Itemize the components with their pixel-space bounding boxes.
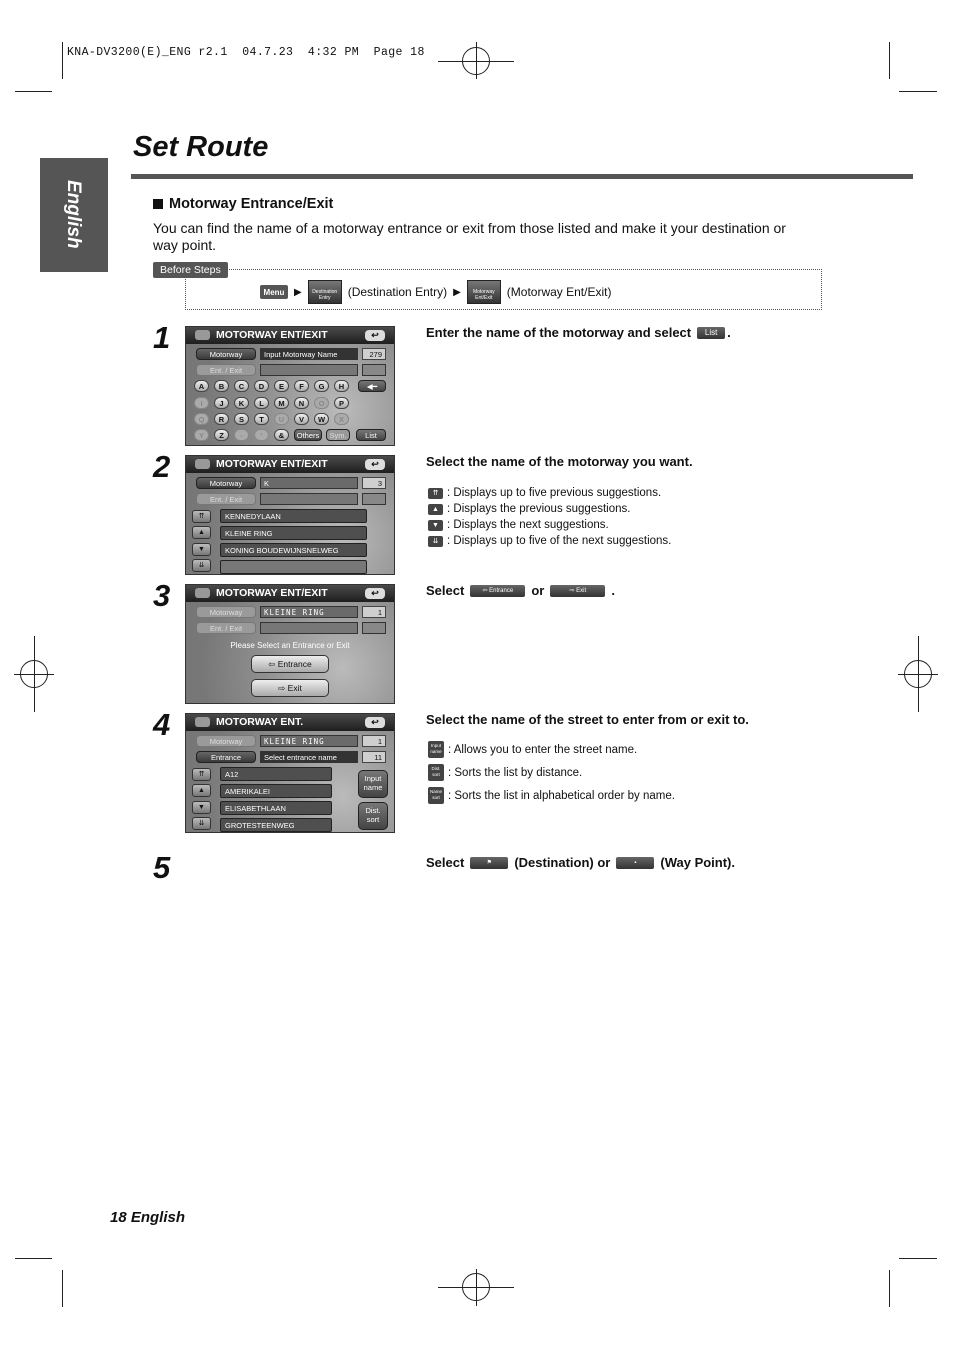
step-1-text: Enter the name of the motorway and select xyxy=(426,325,692,340)
screen-title: MOTORWAY ENT/EXIT xyxy=(216,458,328,470)
crop-mark xyxy=(899,1258,937,1259)
motorway-button[interactable]: Motorway xyxy=(196,348,256,360)
key-u[interactable]: U xyxy=(274,413,289,425)
crop-mark xyxy=(62,42,63,79)
key-d[interactable]: D xyxy=(254,380,269,392)
note-text: : Sorts the list in alphabetical order by name. xyxy=(448,789,675,802)
way-point-icon: ▪ xyxy=(634,859,637,866)
exit-icon: ⇨ xyxy=(278,683,288,693)
registration-line xyxy=(476,42,477,79)
entrance-icon: ⇦ xyxy=(268,659,278,669)
crop-mark xyxy=(889,42,890,79)
note-text: : Displays up to five of the next suggestions. xyxy=(447,535,672,547)
ent-exit-field xyxy=(260,364,358,376)
exit-button[interactable] xyxy=(550,585,605,597)
ent-exit-count xyxy=(362,622,386,634)
key-j[interactable]: J xyxy=(214,397,229,409)
step-5-instruction xyxy=(426,855,735,870)
back-icon[interactable]: ↩ xyxy=(365,588,385,599)
exit-icon: ⇨ xyxy=(569,587,577,594)
screen-title-bar xyxy=(186,456,394,473)
select-prompt: Please Select an Entrance or Exit xyxy=(230,641,350,650)
destination-entry-label: (Destination Entry) xyxy=(347,285,448,299)
step-3-instruction xyxy=(426,583,615,598)
screen-entrance-exit xyxy=(185,584,395,704)
step-number-5: 5 xyxy=(153,850,171,885)
screen-motorway-list xyxy=(185,455,395,575)
down-arrow-icon: ▼ xyxy=(428,520,443,531)
square-bullet-icon xyxy=(153,199,163,209)
step-number-2: 2 xyxy=(153,449,171,484)
home-icon[interactable] xyxy=(195,459,210,469)
step-1-suffix: . xyxy=(727,325,731,340)
note-row xyxy=(428,503,630,515)
key-x[interactable]: X xyxy=(334,413,349,425)
ent-exit-button[interactable]: Ent. / Exit xyxy=(196,622,256,634)
screen-title-bar xyxy=(186,714,394,731)
list-item[interactable] xyxy=(220,560,367,574)
backspace-key[interactable]: ◀━ xyxy=(358,380,386,392)
exit-button[interactable] xyxy=(251,679,329,697)
result-count: 3 xyxy=(362,477,386,489)
title-rule xyxy=(131,174,913,179)
step-number-1: 1 xyxy=(153,320,171,355)
double-down-arrow-icon[interactable]: ⇊ xyxy=(192,559,211,572)
double-up-arrow-icon: ⇈ xyxy=(428,488,443,499)
registration-line xyxy=(918,636,919,712)
step-number-4: 4 xyxy=(153,707,171,742)
screen-title-bar xyxy=(186,585,394,602)
note-text: : Displays the next suggestions. xyxy=(447,519,609,531)
home-icon[interactable] xyxy=(195,588,210,598)
back-icon[interactable]: ↩ xyxy=(365,459,385,470)
motorway-button[interactable]: Motorway xyxy=(196,735,256,747)
list-button[interactable]: List xyxy=(697,327,725,339)
before-steps-label: Before Steps xyxy=(153,262,228,278)
page-footer: 18 English xyxy=(110,1209,186,1226)
registration-line xyxy=(476,1269,477,1306)
key-c[interactable]: C xyxy=(234,380,249,392)
note-text: : Displays the previous suggestions. xyxy=(447,503,631,515)
note-text: : Allows you to enter the street name. xyxy=(448,743,638,756)
key-q[interactable]: Q xyxy=(194,413,209,425)
key-l[interactable]: L xyxy=(254,397,269,409)
note-row xyxy=(428,741,637,758)
ent-exit-button[interactable]: Ent. / Exit xyxy=(196,493,256,505)
ent-exit-field xyxy=(260,622,358,634)
entrance-name-input[interactable]: Select entrance name xyxy=(260,751,358,763)
step-5-text: Select xyxy=(426,855,465,870)
down-arrow-icon[interactable]: ▼ xyxy=(192,543,211,556)
result-count: 279 xyxy=(362,348,386,360)
double-up-arrow-icon[interactable]: ⇈ xyxy=(192,510,211,523)
section-heading-text: Motorway Entrance/Exit xyxy=(169,196,334,212)
key-f[interactable]: F xyxy=(294,380,309,392)
way-point-button[interactable] xyxy=(616,857,654,869)
back-icon[interactable]: ↩ xyxy=(365,330,385,341)
exit-label: Exit xyxy=(576,587,587,594)
key-v[interactable]: V xyxy=(294,413,309,425)
double-down-arrow-icon: ⇊ xyxy=(428,536,443,547)
key-e[interactable]: E xyxy=(274,380,289,392)
key-p[interactable]: P xyxy=(334,397,349,409)
ent-exit-button[interactable]: Ent. / Exit xyxy=(196,364,256,376)
result-count: 1 xyxy=(362,735,386,747)
key-h[interactable]: H xyxy=(334,380,349,392)
entrance-button[interactable] xyxy=(470,585,525,597)
note-row xyxy=(428,787,675,804)
destination-flag-button[interactable] xyxy=(470,857,508,869)
motorway-name-input[interactable]: Input Motorway Name xyxy=(260,348,358,360)
screen-keyboard xyxy=(185,326,395,446)
home-icon[interactable] xyxy=(195,330,210,340)
ent-exit-count xyxy=(362,493,386,505)
key-symbol-2[interactable]: - xyxy=(234,429,249,441)
key-t[interactable]: T xyxy=(254,413,269,425)
result-count: 1 xyxy=(362,606,386,618)
key-i[interactable]: I xyxy=(194,397,209,409)
motorway-button[interactable]: Motorway xyxy=(196,606,256,618)
key-r[interactable]: R xyxy=(214,413,229,425)
entrance-count: 11 xyxy=(362,751,386,763)
note-row xyxy=(428,519,609,531)
key-symbol-4[interactable]: & xyxy=(274,429,289,441)
sym-key[interactable]: Sym. xyxy=(326,429,350,441)
crop-mark xyxy=(62,1270,63,1307)
double-up-arrow-icon[interactable]: ⇈ xyxy=(192,768,211,781)
entrance-label: Entrance xyxy=(277,659,312,669)
key-k[interactable]: K xyxy=(234,397,249,409)
up-arrow-icon: ▲ xyxy=(428,504,443,515)
step-4-instruction: Select the name of the street to enter from or exit to. xyxy=(426,712,749,727)
key-m[interactable]: M xyxy=(274,397,289,409)
motorway-name-field: KLEINE RING xyxy=(260,735,358,747)
motorway-entexit-button[interactable]: Motorway Ent/Exit xyxy=(467,280,501,304)
key-symbol-0[interactable]: Y xyxy=(194,429,209,441)
list-item[interactable]: GROTESTEENWEG xyxy=(220,818,332,832)
screen-title: MOTORWAY ENT/EXIT xyxy=(216,329,328,341)
crop-mark xyxy=(899,91,937,92)
step-number-3: 3 xyxy=(153,578,171,613)
ent-exit-count xyxy=(362,364,386,376)
crop-mark xyxy=(15,1258,52,1259)
motorway-name-input[interactable]: K xyxy=(260,477,358,489)
down-arrow-icon[interactable]: ▼ xyxy=(192,801,211,814)
note-row xyxy=(428,487,661,499)
entrance-button[interactable]: Entrance xyxy=(196,751,256,763)
list-key[interactable]: List xyxy=(356,429,386,441)
entrance-button[interactable] xyxy=(251,655,329,673)
key-b[interactable]: B xyxy=(214,380,229,392)
input-name-button[interactable]: Input name xyxy=(358,770,388,798)
screen-title: MOTORWAY ENT/EXIT xyxy=(216,587,328,599)
double-down-arrow-icon[interactable]: ⇊ xyxy=(192,817,211,830)
note-row xyxy=(428,535,671,547)
key-s[interactable]: S xyxy=(234,413,249,425)
screen-title-bar xyxy=(186,327,394,344)
up-arrow-icon[interactable]: ▲ xyxy=(192,784,211,797)
up-arrow-icon[interactable]: ▲ xyxy=(192,526,211,539)
key-symbol-3[interactable]: ' xyxy=(254,429,269,441)
step-3-text: Select xyxy=(426,583,465,598)
list-item[interactable]: AMERIKALEI xyxy=(220,784,332,798)
menu-button[interactable]: Menu xyxy=(260,285,288,299)
flag-icon: ⚑ xyxy=(486,859,492,866)
step-1-instruction xyxy=(426,325,731,340)
others-key[interactable]: Others xyxy=(294,429,322,441)
intro-text: You can find the name of a motorway entrance or exit from those listed and make it your destination or way point. xyxy=(153,220,786,253)
note-row xyxy=(428,764,582,781)
note-text: : Sorts the list by distance. xyxy=(448,766,583,779)
ent-exit-field xyxy=(260,493,358,505)
list-item[interactable]: KENNEDYLAAN xyxy=(220,509,367,523)
arrow-right-icon: ▶ xyxy=(453,286,461,298)
list-item[interactable]: KONING BOUDEWIJNSNELWEG xyxy=(220,543,367,557)
key-g[interactable]: G xyxy=(314,380,329,392)
language-tab-label: English xyxy=(63,179,84,249)
crop-mark xyxy=(889,1270,890,1307)
registration-line xyxy=(34,636,35,712)
print-header: KNA-DV3200(E)_ENG r2.1 04.7.23 4:32 PM Page 18 xyxy=(67,46,425,59)
motorway-button[interactable]: Motorway xyxy=(196,477,256,489)
exit-label: Exit xyxy=(287,683,302,693)
key-symbol-1[interactable]: Z xyxy=(214,429,229,441)
section-heading xyxy=(153,196,333,212)
list-item[interactable]: KLEINE RING xyxy=(220,526,367,540)
motorway-name-field: KLEINE RING xyxy=(260,606,358,618)
list-item[interactable]: A12 xyxy=(220,767,332,781)
crop-mark xyxy=(15,91,52,92)
arrow-right-icon: ▶ xyxy=(294,286,302,298)
step-3-suffix: . xyxy=(611,583,615,598)
name-sort-icon: Name sort xyxy=(428,787,444,804)
entrance-label: Entrance xyxy=(489,587,514,594)
step-3-or: or xyxy=(531,583,545,598)
step-5-destination-label: (Destination) or xyxy=(514,855,611,870)
before-steps-row xyxy=(260,280,611,304)
dist-sort-icon: Dist. sort xyxy=(428,764,444,781)
screen-street-list xyxy=(185,713,395,833)
list-item[interactable]: ELISABETHLAAN xyxy=(220,801,332,815)
key-a[interactable]: A xyxy=(194,380,209,392)
key-n[interactable]: N xyxy=(294,397,309,409)
dist-sort-button[interactable]: Dist. sort xyxy=(358,802,388,830)
note-text: : Displays up to five previous suggestions. xyxy=(447,487,662,499)
back-icon[interactable]: ↩ xyxy=(365,717,385,728)
input-name-icon: Input name xyxy=(428,741,444,758)
page-title: Set Route xyxy=(133,131,269,163)
step-2-instruction: Select the name of the motorway you want. xyxy=(426,454,693,469)
step-5-waypoint-label: (Way Point). xyxy=(660,855,735,870)
motorway-entexit-label: (Motorway Ent/Exit) xyxy=(506,285,612,299)
home-icon[interactable] xyxy=(195,717,210,727)
screen-title: MOTORWAY ENT. xyxy=(216,716,304,728)
key-w[interactable]: W xyxy=(314,413,329,425)
destination-entry-button[interactable]: Destination Entry xyxy=(308,280,342,304)
entrance-icon: ⇦ xyxy=(482,587,490,594)
key-o[interactable]: O xyxy=(314,397,329,409)
